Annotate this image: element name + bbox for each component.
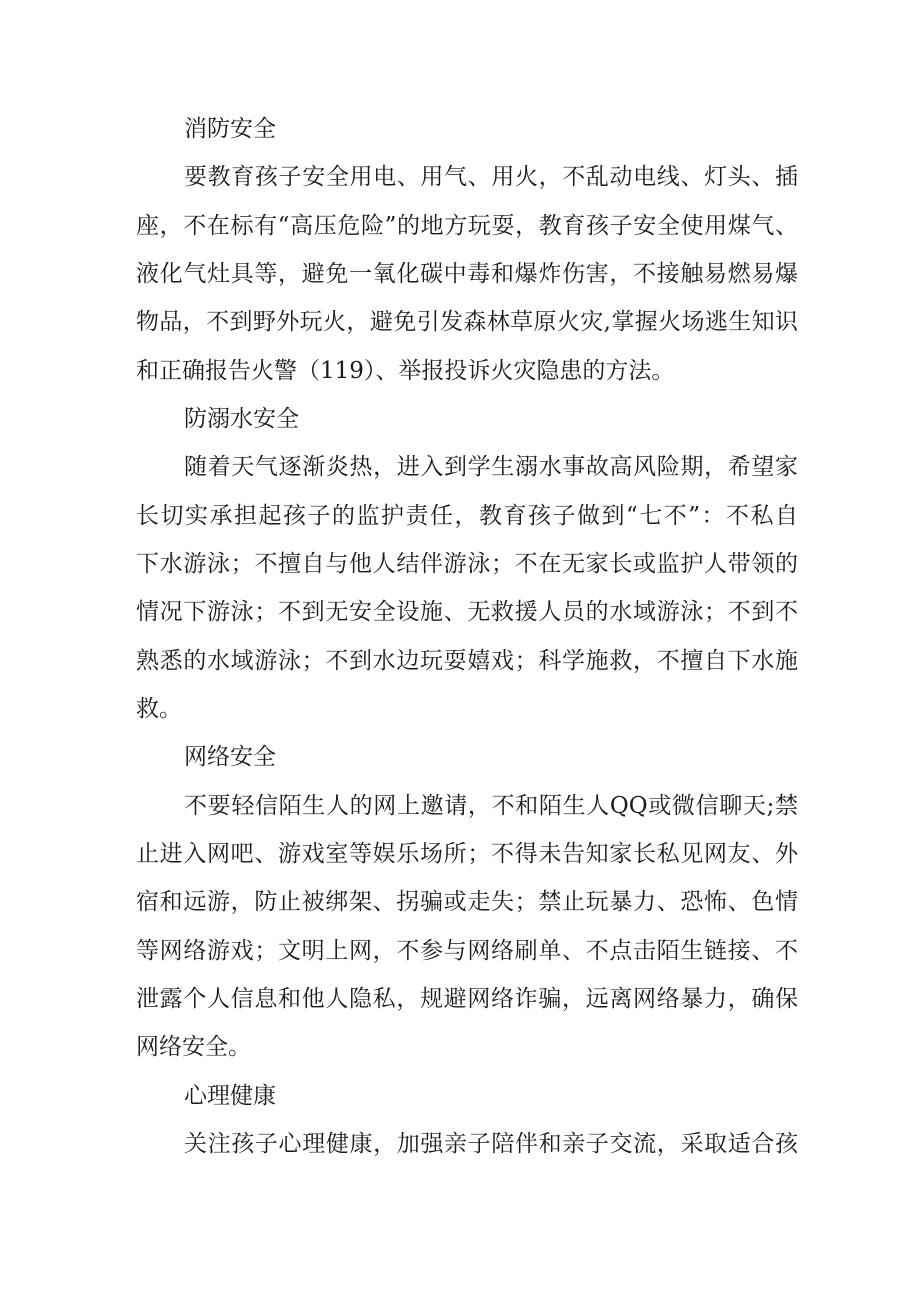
paragraph-line: 物品，不到野外玩火，避免引发森林草原火灾,掌握火场逃生知识 xyxy=(136,309,798,335)
paragraph-line: 要教育孩子安全用电、用气、用火，不乱动电线、灯头、插 xyxy=(184,164,798,190)
section-heading-internet-safety: 网络安全 xyxy=(184,744,276,770)
paragraph-line: 等网络游戏；文明上网，不参与网络刷单、不点击陌生链接、不 xyxy=(136,938,798,964)
paragraph-line: 宿和远游，防止被绑架、拐骗或走失；禁止玩暴力、恐怖、色情 xyxy=(136,889,798,915)
paragraph-line: 泄露个人信息和他人隐私，规避网络诈骗，远离网络暴力，确保 xyxy=(136,986,798,1012)
paragraph-line: 随着天气逐渐炎热，进入到学生溺水事故高风险期，希望家 xyxy=(184,454,798,480)
paragraph-line: 和正确报告火警（119）、举报投诉火灾隐患的方法。 xyxy=(136,358,675,384)
paragraph-line: 液化气灶具等，避免一氧化碳中毒和爆炸伤害，不接触易燃易爆 xyxy=(136,261,798,287)
paragraph-line: 止进入网吧、游戏室等娱乐场所；不得未告知家长私见网友、外 xyxy=(136,841,798,867)
section-heading-drowning-prevention: 防溺水安全 xyxy=(184,406,299,432)
section-heading-fire-safety: 消防安全 xyxy=(184,116,276,142)
paragraph-line: 不要轻信陌生人的网上邀请，不和陌生人QQ或微信聊天;禁 xyxy=(184,793,798,819)
paragraph-line: 救。 xyxy=(136,696,182,722)
paragraph-line: 情况下游泳；不到无安全设施、无救援人员的水域游泳；不到不 xyxy=(136,599,798,625)
paragraph-line: 关注孩子心理健康，加强亲子陪伴和亲子交流，采取适合孩 xyxy=(184,1131,798,1157)
paragraph-line: 网络安全。 xyxy=(136,1034,251,1060)
paragraph-line: 座，不在标有“高压危险”的地方玩耍，教育孩子安全使用煤气、 xyxy=(136,213,798,239)
paragraph-line: 熟悉的水域游泳；不到水边玩耍嬉戏；科学施救，不擅自下水施 xyxy=(136,648,798,674)
section-heading-mental-health: 心理健康 xyxy=(184,1083,276,1109)
paragraph-line: 长切实承担起孩子的监护责任，教育孩子做到“七不”：不私自 xyxy=(136,503,798,529)
paragraph-line: 下水游泳；不擅自与他人结伴游泳；不在无家长或监护人带领的 xyxy=(136,551,798,577)
